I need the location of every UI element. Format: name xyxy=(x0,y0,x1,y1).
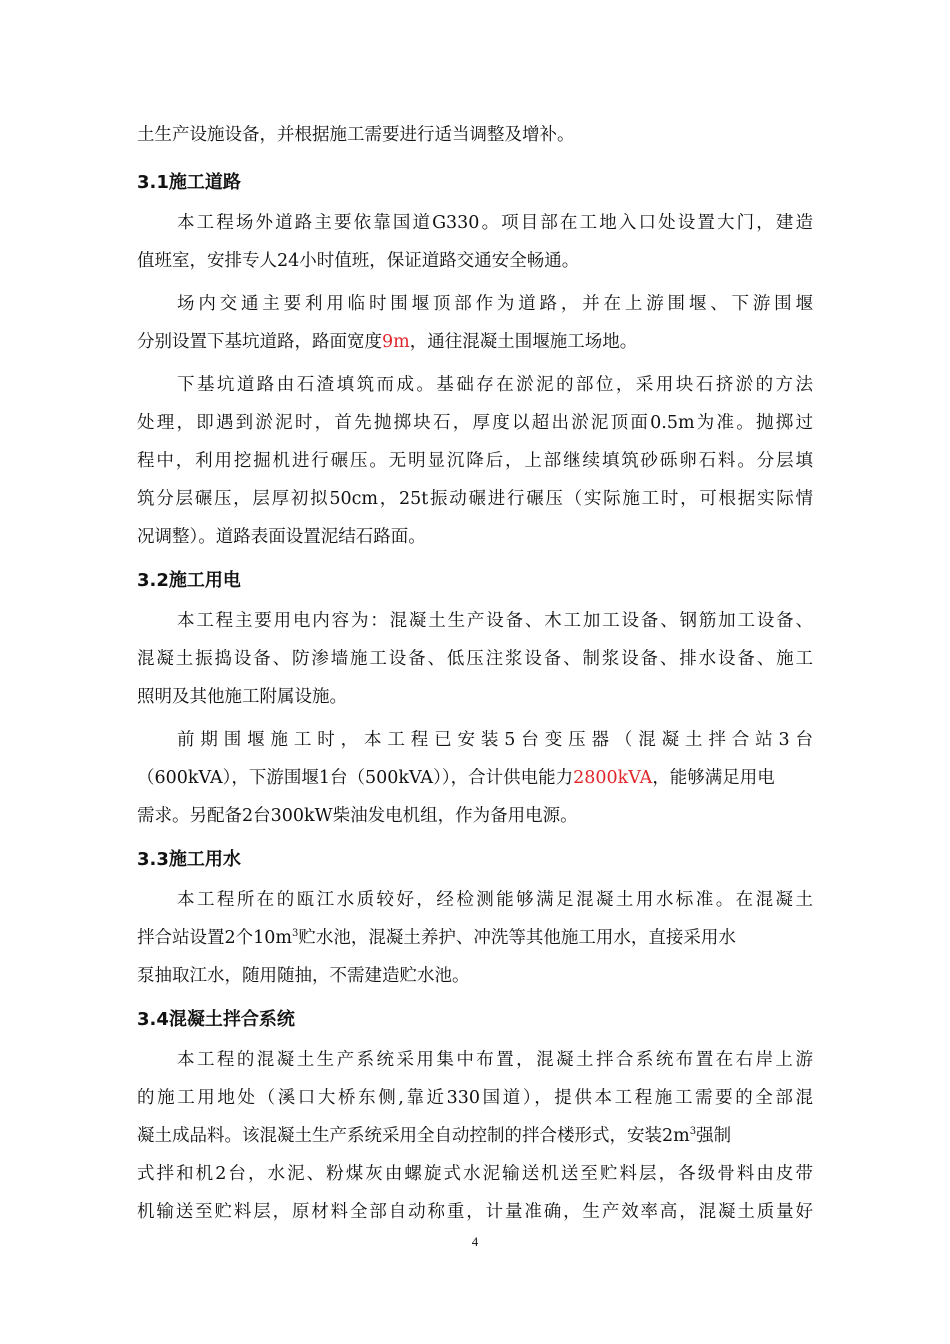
paragraph-line: 机输送至贮料层，原材料全部自动称重，计量准确，生产效率高，混凝土质量好 xyxy=(137,1202,813,1222)
section-heading-mixing: 3.4混凝土拌合系统 xyxy=(137,1009,295,1030)
paragraph-line: 本工程主要用电内容为：混凝土生产设备、木工加工设备、钢筋加工设备、 xyxy=(177,611,813,631)
paragraph-line: 的施工用地处（溪口大桥东侧,靠近330国道），提供本工程施工需要的全部混 xyxy=(137,1088,813,1108)
paragraph-line: 凝土成品料。该混凝土生产系统采用全自动控制的拌合楼形式，安装$2m^3$强制 xyxy=(137,1126,732,1146)
paragraph-line: （600kVA），下游围堰1台（500kVA）），合计供电能力2800kVA，能够满足用电 xyxy=(137,768,775,788)
paragraph-line: 泵抽取江水，随用随抽，不需建造贮水池。 xyxy=(137,966,470,986)
highlighted-value: 2800kVA xyxy=(573,768,653,788)
paragraph-line: 筑分层碾压，层厚初拟50cm，25t振动碾进行碾压（实际施工时，可根据实际情 xyxy=(137,489,813,509)
paragraph-line: 式拌和机2台，水泥、粉煤灰由螺旋式水泥输送机送至贮料层，各级骨料由皮带 xyxy=(137,1164,813,1184)
paragraph-line: 分别设置下基坑道路，路面宽度9m，通往混凝土围堰施工场地。 xyxy=(137,332,638,352)
paragraph-line: 土生产设施设备，并根据施工需要进行适当调整及增补。 xyxy=(137,125,575,145)
page-number: 4 xyxy=(471,1234,479,1249)
paragraph-line: 照明及其他施工附属设施。 xyxy=(137,687,347,707)
paragraph-line: 值班室，安排专人24小时值班，保证道路交通安全畅通。 xyxy=(137,251,580,271)
section-heading-water: 3.3施工用水 xyxy=(137,849,241,870)
paragraph-line: 况调整）。道路表面设置泥结石路面。 xyxy=(137,527,426,547)
paragraph-line: 本工程的混凝土生产系统采用集中布置，混凝土拌合系统布置在右岸上游 xyxy=(177,1050,813,1070)
section-heading-power: 3.2施工用电 xyxy=(137,570,241,591)
paragraph-line: 前期围堰施工时，本工程已安装5台变压器（混凝土拌合站3台 xyxy=(177,730,813,750)
highlighted-value: 9m xyxy=(382,332,410,352)
paragraph-line: 需求。另配备2台300kW柴油发电机组，作为备用电源。 xyxy=(137,806,578,826)
section-heading-roads: 3.1施工道路 xyxy=(137,172,241,193)
paragraph-line: 程中，利用挖掘机进行碾压。无明显沉降后，上部继续填筑砂砾卵石料。分层填 xyxy=(137,451,813,471)
paragraph-line: 场内交通主要利用临时围堰顶部作为道路，并在上游围堰、下游围堰 xyxy=(177,294,813,314)
paragraph-line: 本工程所在的瓯江水质较好，经检测能够满足混凝土用水标准。在混凝土 xyxy=(177,890,813,910)
paragraph-line: 处理，即遇到淤泥时，首先抛掷块石，厚度以超出淤泥顶面0.5m为准。抛掷过 xyxy=(137,413,813,433)
paragraph-line: 拌合站设置2个$10m^3$贮水池，混凝土养护、冲洗等其他施工用水，直接采用水 xyxy=(137,928,736,948)
paragraph-line: 下基坑道路由石渣填筑而成。基础存在淤泥的部位，采用块石挤淤的方法 xyxy=(177,375,813,395)
paragraph-line: 本工程场外道路主要依靠国道G330。项目部在工地入口处设置大门，建造 xyxy=(177,213,813,233)
paragraph-line: 混凝土振捣设备、防渗墙施工设备、低压注浆设备、制浆设备、排水设备、施工 xyxy=(137,649,813,669)
